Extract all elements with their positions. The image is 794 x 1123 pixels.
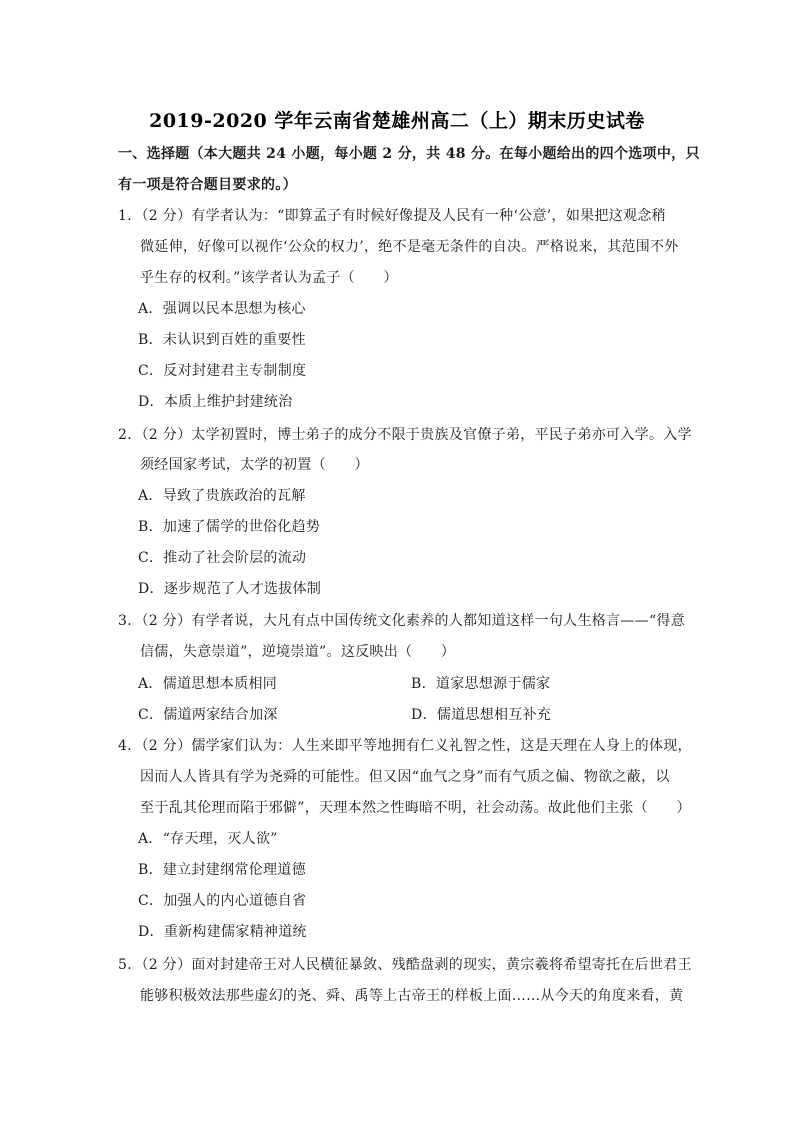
question-4-option-a: A．“存天理，灭人欲” xyxy=(138,831,278,847)
question-1-option-c: C．反对封建君主专制制度 xyxy=(138,363,307,379)
question-3-line-1: 3．（2 分）有学者说，大凡有点中国传统文化素养的人都知道这样一句人生格言——“得意 xyxy=(118,613,686,629)
question-2-option-a: A．导致了贵族政治的瓦解 xyxy=(138,488,306,504)
question-4-line-1: 4．（2 分）儒学家们认为：人生来即平等地拥有仁义礼智之性，这是天理在人身上的体现， xyxy=(118,738,692,754)
question-3-option-a: A．儒道思想本质相同 xyxy=(138,676,278,692)
question-1-option-b: B．未认识到百姓的重要性 xyxy=(138,332,306,348)
question-3-line-2: 信儒，失意崇道”，逆境崇道”。这反映出（ ） xyxy=(140,644,456,660)
question-2-line-1: 2．（2 分）太学初置时，博士弟子的成分不限于贵族及官僚子弟，平民子弟亦可入学。入学 xyxy=(118,427,692,443)
question-3-option-d: D．儒道思想相互补充 xyxy=(411,707,552,723)
question-5-line-2: 能够积极效法那些虚幻的尧、舜、禹等上古帝王的样板上面……从今天的角度来看，黄 xyxy=(140,988,684,1004)
question-2-line-2: 须经国家考试，太学的初置（ ） xyxy=(140,457,369,473)
question-2-option-b: B．加速了儒学的世俗化趋势 xyxy=(138,519,321,535)
question-1-option-a: A．强调以民本思想为核心 xyxy=(138,301,306,317)
page-title: 2019-2020 学年云南省楚雄州高二（上）期末历史试卷 xyxy=(149,110,645,132)
question-4-line-3: 至于乱其伦理而陷于邪僻”，天理本然之性晦暗不明，社会动荡。故此他们主张（ ） xyxy=(140,800,691,816)
question-3-option-c: C．儒道两家结合加深 xyxy=(138,707,278,723)
question-5-line-1: 5．（2 分）面对封建帝王对人民横征暴敛、残酷盘剥的现实，黄宗羲将希望寄托在后世君王 xyxy=(118,957,692,973)
question-1-line-2: 微延伸，好像可以视作‘公众的权力’，绝不是毫无条件的自决。严格说来，其范围不外 xyxy=(140,239,679,255)
question-1-line-1: 1．（2 分）有学者认为：“即算孟子有时候好像提及人民有一种‘公意’，如果把这观念稍 xyxy=(118,208,666,224)
question-1-option-d: D．本质上维护封建统治 xyxy=(138,394,293,410)
question-2-option-c: C．推动了社会阶层的流动 xyxy=(138,550,307,566)
section-header-line-1: 一、选择题（本大题共 24 小题，每小题 2 分，共 48 分。在每小题给出的四个选项中，只 xyxy=(118,146,700,162)
question-1-line-3: 乎生存的权利。”该学者认为孟子（ ） xyxy=(140,270,398,286)
question-4-option-d: D．重新构建儒家精神道统 xyxy=(138,924,307,940)
question-4-option-c: C．加强人的内心道德自省 xyxy=(138,893,307,909)
question-3-option-b: B．道家思想源于儒家 xyxy=(411,676,551,692)
question-4-line-2: 因而人人皆具有学为尧舜的可能性。但又因“血气之身”而有气质之偏、物欲之蔽，以 xyxy=(140,769,670,785)
question-2-option-d: D．逐步规范了人才选拔体制 xyxy=(138,581,322,597)
question-4-option-b: B．建立封建纲常伦理道德 xyxy=(138,862,306,878)
section-header-line-2: 有一项是符合题目要求的。） xyxy=(118,177,297,193)
